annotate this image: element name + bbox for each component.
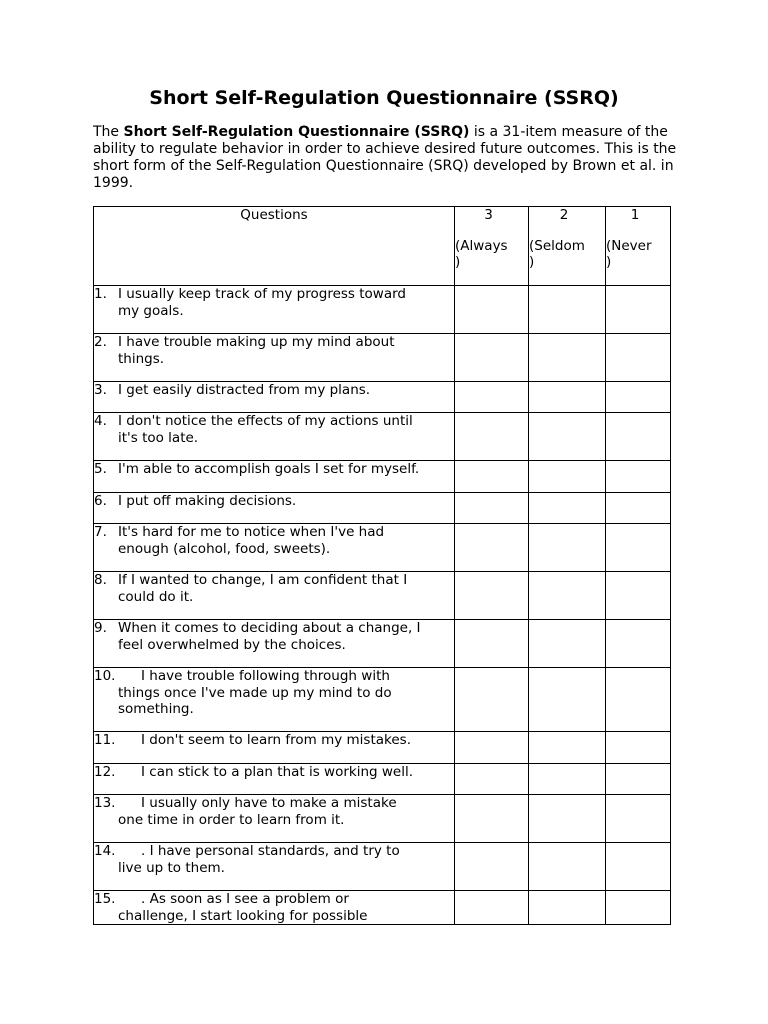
question-number: 10. [94, 668, 116, 684]
question-number: 13. [94, 795, 116, 811]
answer-cell-always[interactable] [455, 668, 529, 732]
question-text-continued: it's too late. [118, 429, 199, 446]
table-row [94, 764, 671, 795]
intro-paragraph [93, 124, 683, 192]
question-cell [94, 795, 455, 843]
question-text: . I have personal standards, and try to [141, 843, 400, 859]
answer-cell-seldom[interactable] [529, 413, 606, 461]
scale-label: (Always ) [455, 237, 508, 270]
question-cell [94, 572, 455, 620]
question-cell [94, 286, 455, 334]
answer-cell-seldom[interactable] [529, 461, 606, 493]
header-row [94, 207, 671, 286]
question-cell [94, 620, 455, 668]
answer-cell-seldom[interactable] [529, 334, 606, 382]
table-row [94, 286, 671, 334]
question-text-continued: things once I've made up my mind to do something. [118, 684, 392, 717]
scale-header-never [606, 207, 671, 286]
answer-cell-always[interactable] [455, 732, 529, 764]
scale-label: (Never ) [606, 237, 652, 270]
question-cell [94, 668, 455, 732]
question-text: I get easily distracted from my plans. [118, 382, 371, 398]
answer-cell-never[interactable] [606, 461, 671, 493]
answer-cell-never[interactable] [606, 524, 671, 572]
table-row [94, 461, 671, 493]
question-text: I can stick to a plan that is working well. [141, 764, 414, 780]
scale-number: 3 [484, 207, 493, 223]
question-cell [94, 843, 455, 891]
question-text: I don't seem to learn from my mistakes. [141, 732, 411, 748]
table-row [94, 334, 671, 382]
question-text-continued: one time in order to learn from it. [118, 811, 345, 828]
intro-before: The [93, 124, 124, 140]
answer-cell-never[interactable] [606, 572, 671, 620]
answer-cell-never[interactable] [606, 334, 671, 382]
table-row [94, 668, 671, 732]
question-cell [94, 382, 455, 413]
answer-cell-seldom[interactable] [529, 572, 606, 620]
page-title: Short Self-Regulation Questionnaire (SSRQ) [149, 87, 619, 109]
answer-cell-always[interactable] [455, 461, 529, 493]
question-text: I put off making decisions. [118, 493, 297, 509]
question-number: 2. [94, 334, 107, 350]
question-text: It's hard for me to notice when I've had [118, 524, 385, 540]
question-cell [94, 493, 455, 524]
question-number: 12. [94, 764, 116, 780]
answer-cell-always[interactable] [455, 524, 529, 572]
table-row [94, 891, 671, 925]
question-text-continued: enough (alcohol, food, sweets). [118, 540, 331, 557]
answer-cell-never[interactable] [606, 493, 671, 524]
answer-cell-seldom[interactable] [529, 286, 606, 334]
answer-cell-never[interactable] [606, 795, 671, 843]
question-number: 15. [94, 891, 116, 907]
table-row [94, 382, 671, 413]
question-text-continued: live up to them. [118, 859, 225, 876]
question-cell [94, 732, 455, 764]
answer-cell-never[interactable] [606, 843, 671, 891]
table-row [94, 620, 671, 668]
answer-cell-seldom[interactable] [529, 668, 606, 732]
questions-body [94, 286, 671, 925]
answer-cell-seldom[interactable] [529, 891, 606, 925]
question-text: I have trouble making up my mind about [118, 334, 395, 350]
answer-cell-never[interactable] [606, 764, 671, 795]
question-cell [94, 461, 455, 493]
table-row [94, 795, 671, 843]
question-number: 6. [94, 493, 107, 509]
question-number: 11. [94, 732, 116, 748]
question-number: 7. [94, 524, 107, 540]
answer-cell-always[interactable] [455, 891, 529, 925]
table-row [94, 413, 671, 461]
scale-number: 2 [559, 207, 569, 223]
scale-header-always [455, 207, 529, 286]
answer-cell-never[interactable] [606, 891, 671, 925]
question-text: When it comes to deciding about a change, I [118, 620, 421, 636]
answer-cell-seldom[interactable] [529, 764, 606, 795]
question-cell [94, 891, 455, 925]
table-row [94, 493, 671, 524]
question-number: 14. [94, 843, 116, 859]
table-row [94, 843, 671, 891]
answer-cell-never[interactable] [606, 668, 671, 732]
scale-header-seldom [529, 207, 606, 286]
question-text-continued: my goals. [118, 302, 184, 319]
question-text: I have trouble following through with [141, 668, 390, 684]
answer-cell-always[interactable] [455, 572, 529, 620]
question-cell [94, 334, 455, 382]
questions-header: Questions [94, 207, 455, 286]
intro-after: is a 31-item measure of the ability to regulate behavior in order to achieve desired future outcomes. This is the short form of the Self-Regulation Questionnaire (SRQ) developed by Brown et al. in 1999. [93, 124, 677, 191]
table-row [94, 524, 671, 572]
answer-cell-always[interactable] [455, 620, 529, 668]
answer-cell-always[interactable] [455, 286, 529, 334]
question-text: I don't notice the effects of my actions until [118, 413, 413, 429]
answer-cell-always[interactable] [455, 334, 529, 382]
answer-cell-never[interactable] [606, 620, 671, 668]
answer-cell-always[interactable] [455, 764, 529, 795]
question-text: . As soon as I see a problem or [141, 891, 349, 907]
question-text: I'm able to accomplish goals I set for myself. [118, 461, 420, 477]
question-text: I usually only have to make a mistake [141, 795, 397, 811]
question-number: 8. [94, 572, 107, 588]
question-number: 1. [94, 286, 107, 302]
answer-cell-always[interactable] [455, 382, 529, 413]
answer-cell-seldom[interactable] [529, 843, 606, 891]
scale-label: (Seldom ) [529, 237, 585, 270]
question-cell [94, 413, 455, 461]
scale-number: 1 [630, 207, 640, 223]
answer-cell-never[interactable] [606, 732, 671, 764]
question-number: 4. [94, 413, 107, 429]
question-number: 9. [94, 620, 107, 636]
answer-cell-seldom[interactable] [529, 524, 606, 572]
intro-bold-name: Short Self-Regulation Questionnaire (SSRQ) [123, 124, 470, 140]
answer-cell-seldom[interactable] [529, 493, 606, 524]
questionnaire-table [93, 206, 671, 925]
answer-cell-always[interactable] [455, 413, 529, 461]
answer-cell-never[interactable] [606, 382, 671, 413]
table-row [94, 572, 671, 620]
answer-cell-seldom[interactable] [529, 732, 606, 764]
answer-cell-seldom[interactable] [529, 620, 606, 668]
answer-cell-always[interactable] [455, 843, 529, 891]
question-cell [94, 524, 455, 572]
question-text-continued: could do it. [118, 588, 194, 605]
answer-cell-always[interactable] [455, 493, 529, 524]
answer-cell-never[interactable] [606, 413, 671, 461]
question-cell [94, 764, 455, 795]
question-text: I usually keep track of my progress toward [118, 286, 406, 302]
question-number: 3. [94, 382, 107, 398]
question-text: If I wanted to change, I am confident that I [118, 572, 408, 588]
answer-cell-seldom[interactable] [529, 795, 606, 843]
answer-cell-seldom[interactable] [529, 382, 606, 413]
question-number: 5. [94, 461, 107, 477]
table-row [94, 732, 671, 764]
question-text-continued: feel overwhelmed by the choices. [118, 636, 346, 653]
answer-cell-always[interactable] [455, 795, 529, 843]
answer-cell-never[interactable] [606, 286, 671, 334]
question-text-continued: things. [118, 350, 165, 367]
question-text-continued: challenge, I start looking for possible [118, 907, 368, 924]
